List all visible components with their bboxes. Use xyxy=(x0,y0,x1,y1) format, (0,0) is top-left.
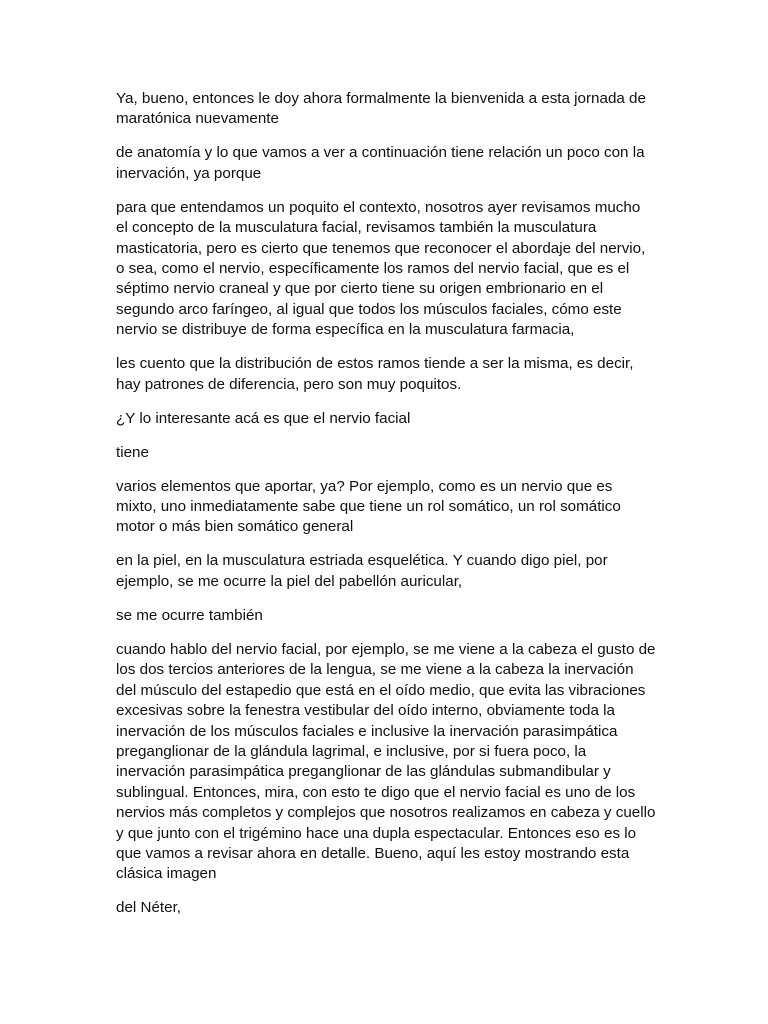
paragraph-8: en la piel, en la musculatura estriada esquelética. Y cuando digo piel, por ejemplo, se me ocurre la piel del pabellón auricular, xyxy=(116,552,608,590)
paragraph-2: de anatomía y lo que vamos a ver a continuación tiene relación un poco con la inervación, ya porque xyxy=(116,144,645,182)
paragraph-1: Ya, bueno, entonces le doy ahora formalmente la bienvenida a esta jornada de maratónica nuevamente xyxy=(116,90,646,128)
paragraph-11: del Néter, xyxy=(116,899,182,917)
paragraph-5: ¿Y lo interesante acá es que el nervio facial xyxy=(116,409,411,427)
paragraph-10: cuando hablo del nervio facial, por ejemplo, se me viene a la cabeza el gusto de los dos tercios anteriores de la lengua, se me viene a la cabeza la inervación del músculo del estapedio que está en el oído medio, que evita las vibraciones excesivas sobre la fenestra vestibular del oído interno, obviamente toda la inervación de los músculos faciales e inclusive la inervación parasimpática preganglionar de la glándula lagrimal, e inclusive, por si fuera poco, la inervación parasimpática preganglionar de las glándulas submandibular y sublingual. Entonces, mira, con esto te digo que el nervio facial es uno de los nervios más completos y complejos que nosotros realizamos en cabeza y cuello y que junto con el trigémino hace una dupla espectacular. Entonces eso es lo que vamos a revisar ahora en detalle. Bueno, aquí les estoy mostrando esta clásica imagen xyxy=(116,640,656,883)
paragraph-4: les cuento que la distribución de estos ramos tiende a ser la misma, es decir, hay patrones de diferencia, pero son muy poquitos. xyxy=(116,355,634,393)
paragraph-6: tiene xyxy=(116,443,149,461)
document-body xyxy=(116,89,656,932)
paragraph-9: se me ocurre también xyxy=(116,606,263,624)
paragraph-3: para que entendamos un poquito el contexto, nosotros ayer revisamos mucho el concepto de la musculatura facial, revisamos también la musculatura masticatoria, pero es cierto que tenemos que reconocer el abordaje del nervio, o sea, como el nervio, específicamente los ramos del nervio facial, que es el séptimo nervio craneal y que por cierto tiene su origen embrionario en el segundo arco faríngeo, al igual que todos los músculos faciales, cómo este nervio se distribuye de forma específica en la musculatura farmacia, xyxy=(116,198,646,339)
paragraph-7: varios elementos que aportar, ya? Por ejemplo, como es un nervio que es mixto, uno inmediatamente sabe que tiene un rol somático, un rol somático motor o más bien somático general xyxy=(116,477,621,536)
